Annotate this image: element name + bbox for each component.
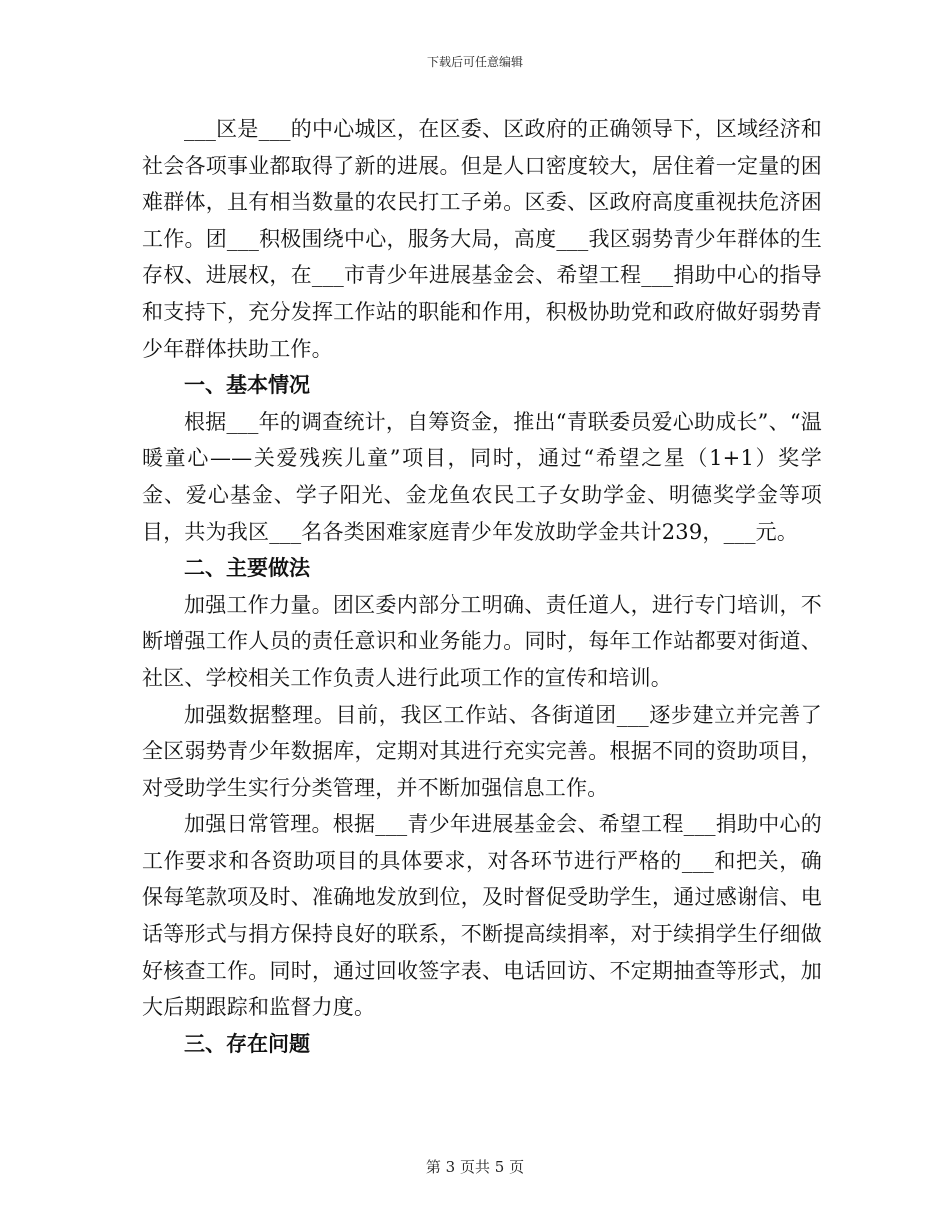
section-heading-main-practices: 二、主要做法 [184,555,310,581]
section-heading-existing-problems: 三、存在问题 [184,1030,310,1056]
section-heading-basic-situation: 一、基本情况 [184,372,310,398]
document-body [142,111,822,1062]
practice-paragraph-workforce: 加强工作力量。团区委内部分工明确、责任道人，进行专门培训，不断增强工作人员的责任意识和业务能力。同时，每年工作站都要对街道、社区、学校相关工作负责人进行此项工作的宣传和培训。 [142,592,822,690]
basic-situation-paragraph: 根据___年的调查统计，自筹资金，推出“青联委员爱心助成长”、“温暖童心——关爱残疾儿童”项目，同时，通过“希望之星（1+1）奖学金、爱心基金、学子阳光、金龙鱼农民工子女助学金、明德奖学金等项目，共为我区___名各类困难家庭青少年发放助学金共计239，___元。 [142,409,822,544]
page-number: 第 3 页共 5 页 [425,1158,525,1176]
practice-paragraph-data: 加强数据整理。目前，我区工作站、各街道团___逐步建立并完善了全区弱势青少年数据库，定期对其进行充实完善。根据不同的资助项目，对受助学生实行分类管理，并不断加强信息工作。 [142,702,822,800]
practice-paragraph-management: 加强日常管理。根据___青少年进展基金会、希望工程___捐助中心的工作要求和各资助项目的具体要求，对各环节进行严格的___和把关，确保每笔款项及时、准确地发放到位，及时督促受助学生，通过感谢信、电话等形式与捐方保持良好的联系，不断提高续捐率，对于续捐学生仔细做好核查工作。同时，通过回收签字表、电话回访、不定期抽查等形式，加大后期跟踪和监督力度。 [142,812,822,1020]
page-header: 下载后可任意编辑 [426,55,523,69]
intro-paragraph: ___区是___的中心城区，在区委、区政府的正确领导下，区域经济和社会各项事业都取得了新的进展。但是人口密度较大，居住着一定量的困难群体，且有相当数量的农民打工子弟。区委、区政府高度重视扶危济困工作。团___积极围绕中心，服务大局，高度___我区弱势青少年群体的生存权、进展权，在___市青少年进展基金会、希望工程___捐助中心的指导和支持下，充分发挥工作站的职能和作用，积极协助党和政府做好弱势青少年群体扶助工作。 [142,117,822,361]
